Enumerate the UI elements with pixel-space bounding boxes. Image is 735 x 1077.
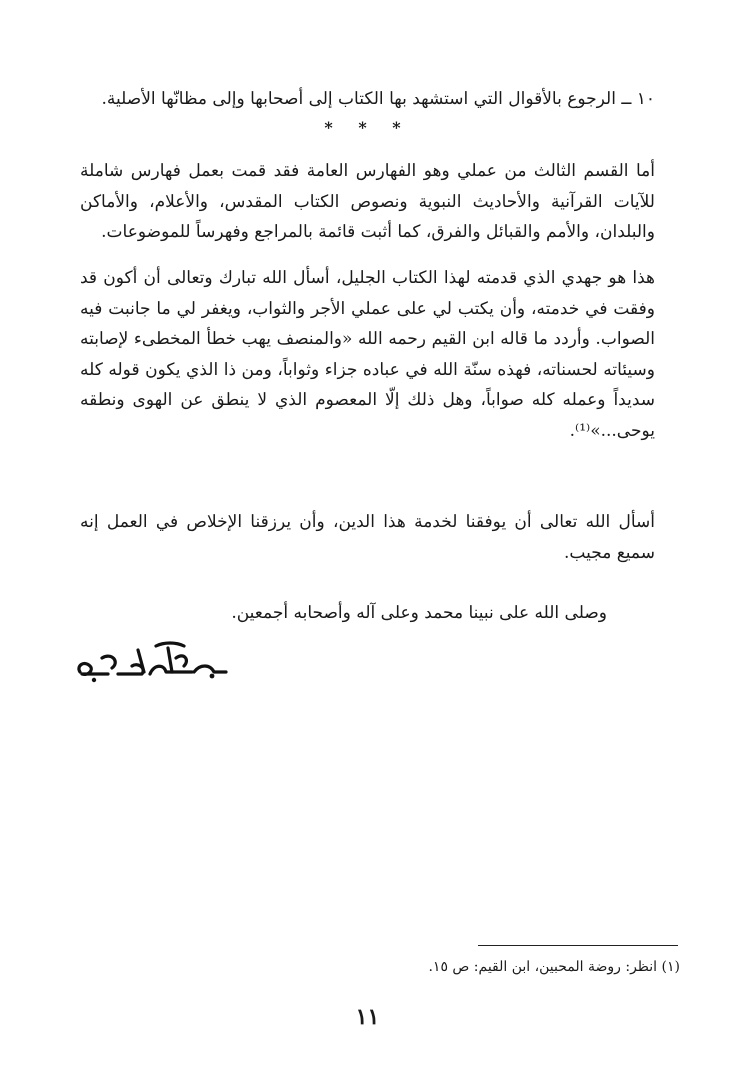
effort-paragraph: هذا هو جهدي الذي قدمته لهذا الكتاب الجليل، أسأل الله تبارك وتعالى أن أكون قد وفقت في خدمته، وأن يكتب لي على عملي الأجر والثواب، ويغفر لي ما جانبت فيه الصواب. وأردد ما قاله ابن القيم رحمه الله «والمنصف يهب خطأ المخطىء لإصابته وسيئاته لحسناته، فهذه سنّة الله في عباده جزاء وثواباً، ومن ذا الذي يكون قوله كله سديداً وعمله كله صواباً، وهل ذلك إلّا المعصوم الذي لا ينطق عن الهوى ونطقه يوحى...»⁽¹⁾. xyxy=(80,268,655,441)
footnote: (١) انظر: روضة المحبين، ابن القيم: ص ١٥. xyxy=(428,959,680,975)
footnote-rule xyxy=(478,945,678,946)
section-separator: * * * xyxy=(324,118,411,137)
closing-paragraph: وصلى الله على نبينا محمد وعلى آله وأصحابه أجمعين. xyxy=(231,603,607,623)
page-number: ١١ xyxy=(355,1004,380,1030)
prayer-paragraph: أسأل الله تعالى أن يوفقنا لخدمة هذا الدين، وأن يرزقنا الإخلاص في العمل إنه سميع مجيب. xyxy=(80,512,655,563)
section-three-paragraph: أما القسم الثالث من عملي وهو الفهارس العامة فقد قمت بعمل فهارس شاملة للآيات القرآنية والأحاديث النبوية ونصوص الكتاب المقدس، والأعلام، والأماكن والبلدان، والأمم والقبائل والفرق، كما أثبت قائمة بالمراجع وفهرساً للموضوعات. xyxy=(80,161,655,242)
item-10-paragraph: ١٠ ــ الرجوع بالأقوال التي استشهد بها الكتاب إلى أصحابها وإلى مظانّها الأصلية. xyxy=(101,89,655,109)
handwritten-signature xyxy=(72,628,232,688)
